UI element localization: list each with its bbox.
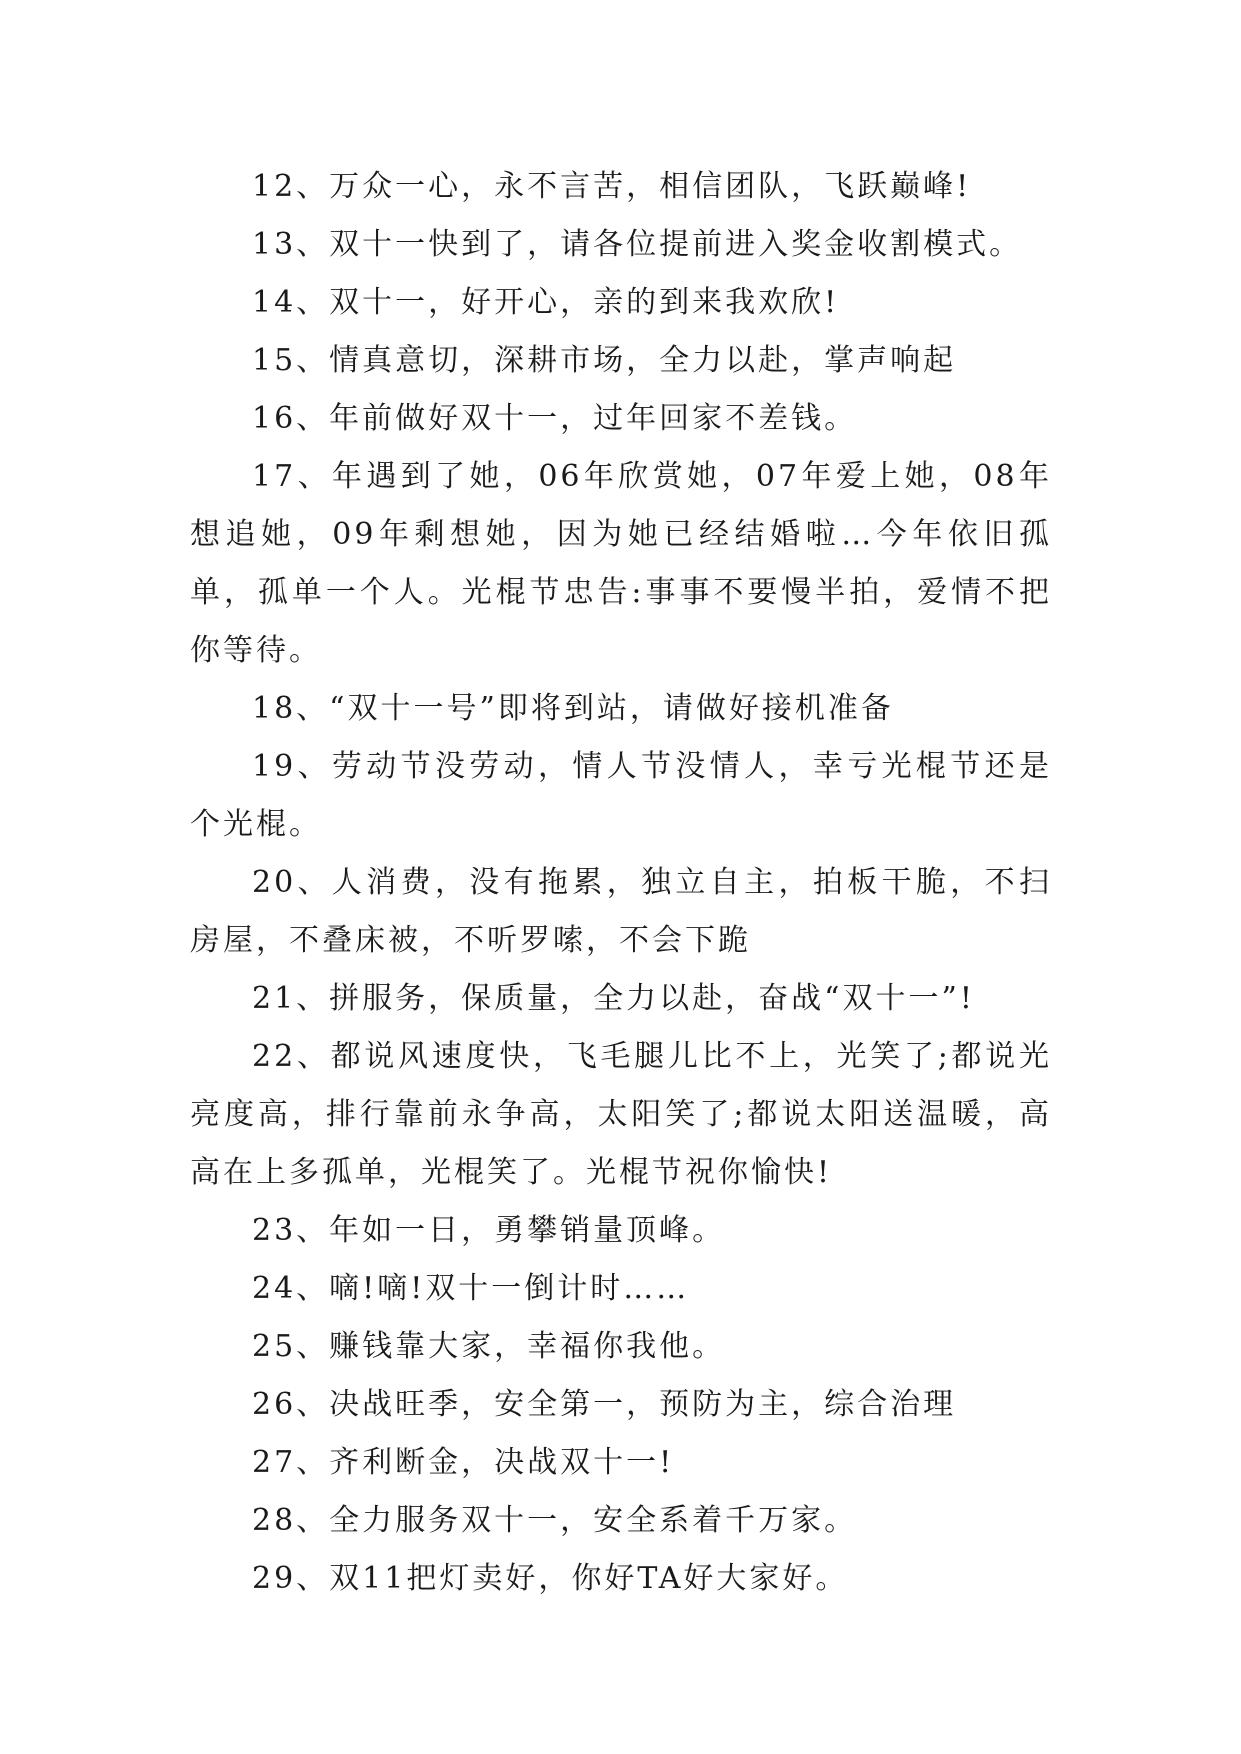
paragraph-13: 13、双十一快到了，请各位提前进入奖金收割模式。 bbox=[252, 227, 1023, 262]
paragraph-15: 15、情真意切，深耕市场，全力以赴，掌声响起 bbox=[252, 343, 957, 378]
paragraph-23: 23、年如一日，勇攀销量顶峰。 bbox=[252, 1213, 726, 1248]
paragraph-26: 26、决战旺季，安全第一，预防为主，综合治理 bbox=[252, 1387, 957, 1422]
paragraph-20: 20、人消费，没有拖累，独立自主，拍板干脆，不扫房屋，不叠床被，不听罗嗦，不会下跪 bbox=[190, 865, 1052, 958]
paragraph-29: 29、双11把灯卖好，你好TA好大家好。 bbox=[252, 1561, 849, 1596]
paragraph-22: 22、都说风速度快，飞毛腿儿比不上，光笑了;都说光亮度高，排行靠前永争高，太阳笑了;都说太阳送温暖，高高在上多孤单，光棍笑了。光棍节祝你愉快! bbox=[190, 1039, 1052, 1190]
paragraph-19: 19、劳动节没劳动，情人节没情人，幸亏光棍节还是个光棍。 bbox=[190, 749, 1052, 842]
paragraph-14: 14、双十一，好开心，亲的到来我欢欣! bbox=[252, 285, 840, 320]
paragraph-28: 28、全力服务双十一，安全系着千万家。 bbox=[252, 1503, 858, 1538]
paragraph-21: 21、拼服务，保质量，全力以赴，奋战“双十一”! bbox=[252, 981, 975, 1016]
paragraph-12: 12、万众一心，永不言苦，相信团队，飞跃巅峰! bbox=[252, 169, 972, 204]
document-body bbox=[190, 158, 1052, 1608]
paragraph-24: 24、嘀!嘀!双十一倒计时…… bbox=[252, 1271, 690, 1306]
paragraph-25: 25、赚钱靠大家，幸福你我他。 bbox=[252, 1329, 726, 1364]
paragraph-16: 16、年前做好双十一，过年回家不差钱。 bbox=[252, 401, 858, 436]
paragraph-18: 18、“双十一号”即将到站，请做好接机准备 bbox=[252, 691, 894, 726]
paragraph-27: 27、齐利断金，决战双十一! bbox=[252, 1445, 675, 1480]
paragraph-17: 17、年遇到了她，06年欣赏她，07年爱上她，08年想追她，09年剩想她，因为她已经结婚啦…今年依旧孤单，孤单一个人。光棍节忠告:事事不要慢半拍，爱情不把你等待。 bbox=[190, 459, 1052, 668]
